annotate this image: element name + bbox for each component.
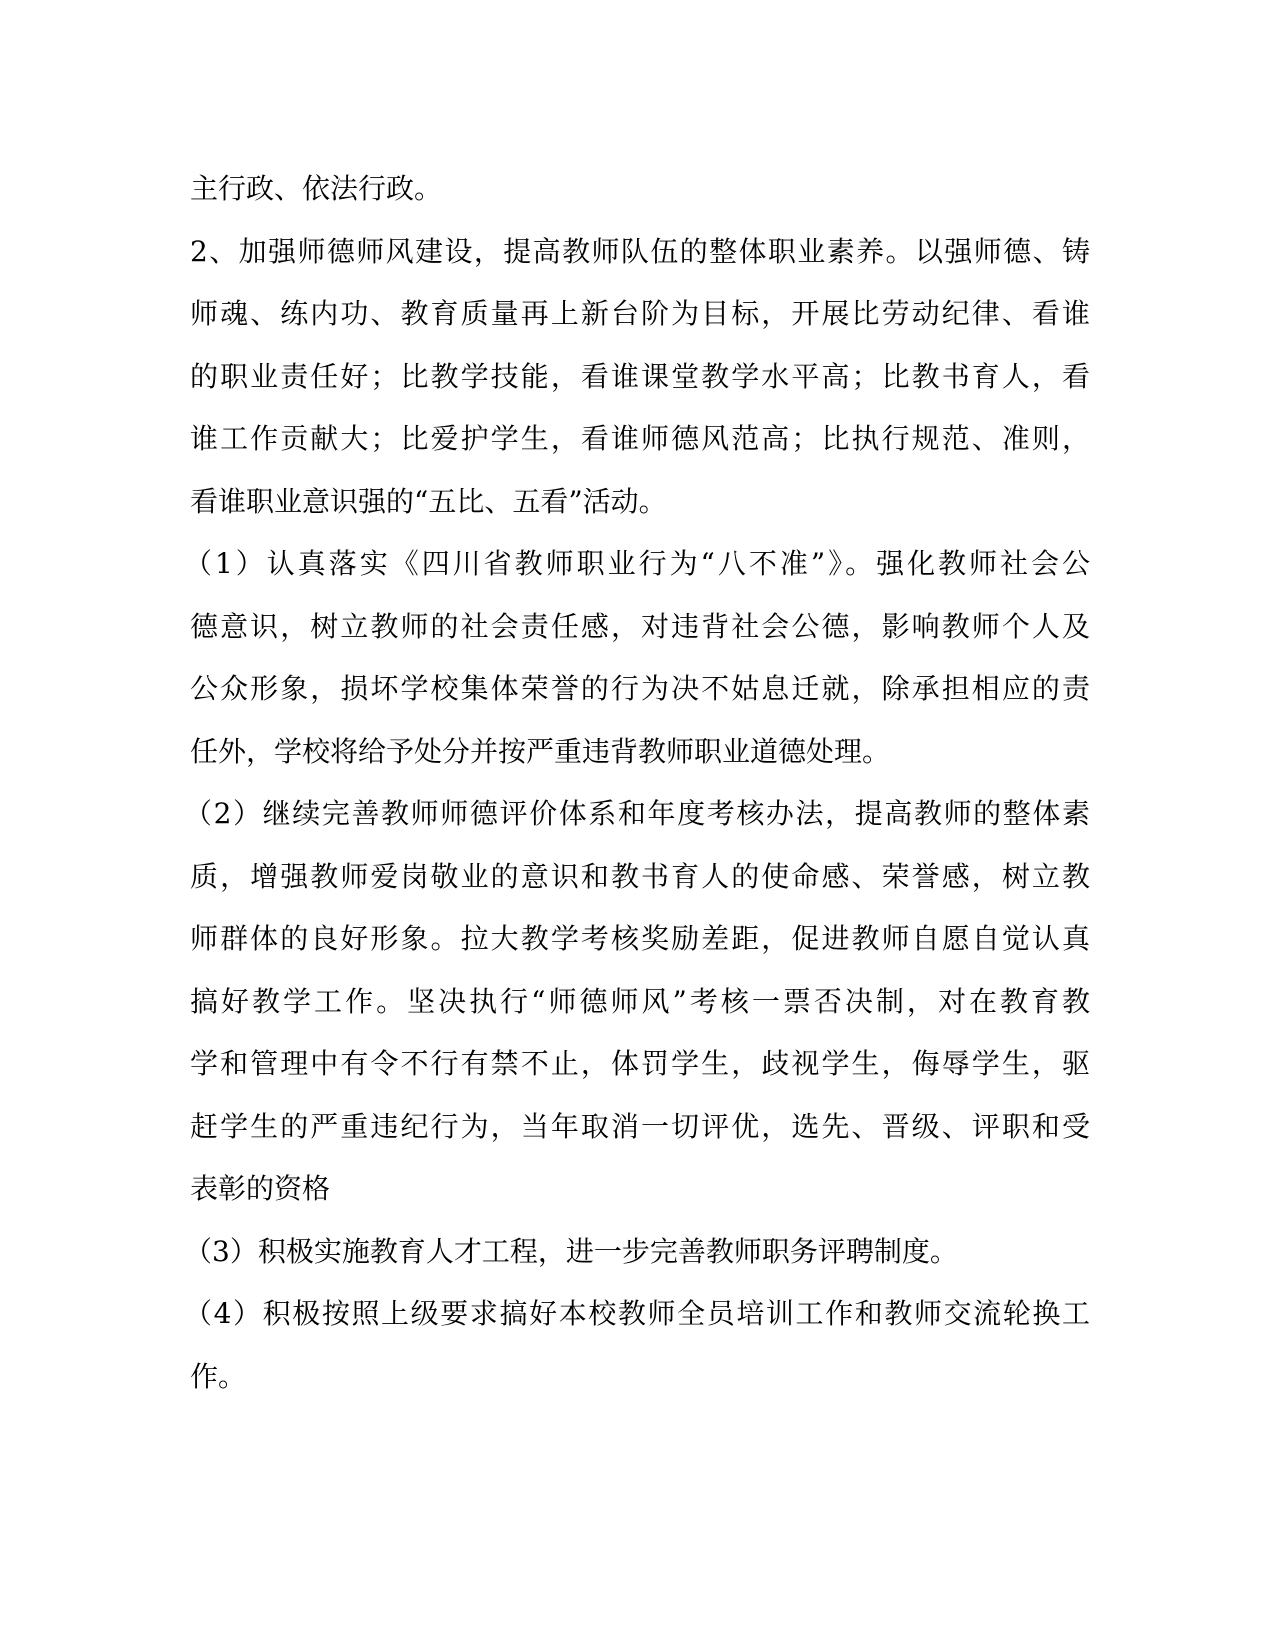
- text-line: 谁工作贡献大；比爱护学生，看谁师德风范高；比执行规范、准则，: [190, 422, 1090, 455]
- text-line: 看谁职业意识强的“五比、五看”活动。: [190, 484, 667, 518]
- text-line: 德意识，树立教师的社会责任感，对违背社会公德，影响教师个人及: [190, 609, 1090, 643]
- text-line: 表彰的资格: [190, 1172, 331, 1205]
- text-line: （2）继续完善教师师德评价体系和年度考核办法，提高教师的整体素: [184, 797, 1090, 830]
- text-line: 师群体的良好形象。拉大教学考核奖励差距，促进教师自愿自觉认真: [190, 922, 1090, 955]
- document-body: [184, 158, 1090, 1408]
- text-line: 任外，学校将给予处分并按严重违背教师职业道德处理。: [190, 734, 891, 768]
- text-line: 学和管理中有令不行有禁不止，体罚学生，歧视学生，侮辱学生，驱: [190, 1047, 1090, 1080]
- text-line: 公众形象，损坏学校集体荣誉的行为决不姑息迁就，除承担相应的责: [190, 672, 1090, 705]
- text-line: 的职业责任好；比教学技能，看谁课堂教学水平高；比教书育人，看: [190, 359, 1090, 393]
- text-line: （1）认真落实《四川省教师职业行为“八不准”》。强化教师社会公: [184, 547, 1090, 580]
- text-line: 主行政、依法行政。: [190, 172, 443, 205]
- text-line: （3）积极实施教育人才工程，进一步完善教师职务评聘制度。: [184, 1234, 958, 1268]
- text-line: 质，增强教师爱岗敬业的意识和教书育人的使命感、荣誉感，树立教: [190, 859, 1090, 893]
- text-line: 赶学生的严重违纪行为，当年取消一切评优，选先、晋级、评职和受: [190, 1109, 1090, 1143]
- text-line: 搞好教学工作。坚决执行“师德师风”考核一票否决制，对在教育教: [190, 984, 1090, 1018]
- text-line: （4）积极按照上级要求搞好本校教师全员培训工作和教师交流轮换工: [184, 1297, 1090, 1330]
- text-line: 2、加强师德师风建设，提高教师队伍的整体职业素养。以强师德、铸: [190, 234, 1090, 268]
- text-line: 作。: [190, 1359, 247, 1393]
- text-line: 师魂、练内功、教育质量再上新台阶为目标，开展比劳动纪律、看谁: [190, 297, 1090, 330]
